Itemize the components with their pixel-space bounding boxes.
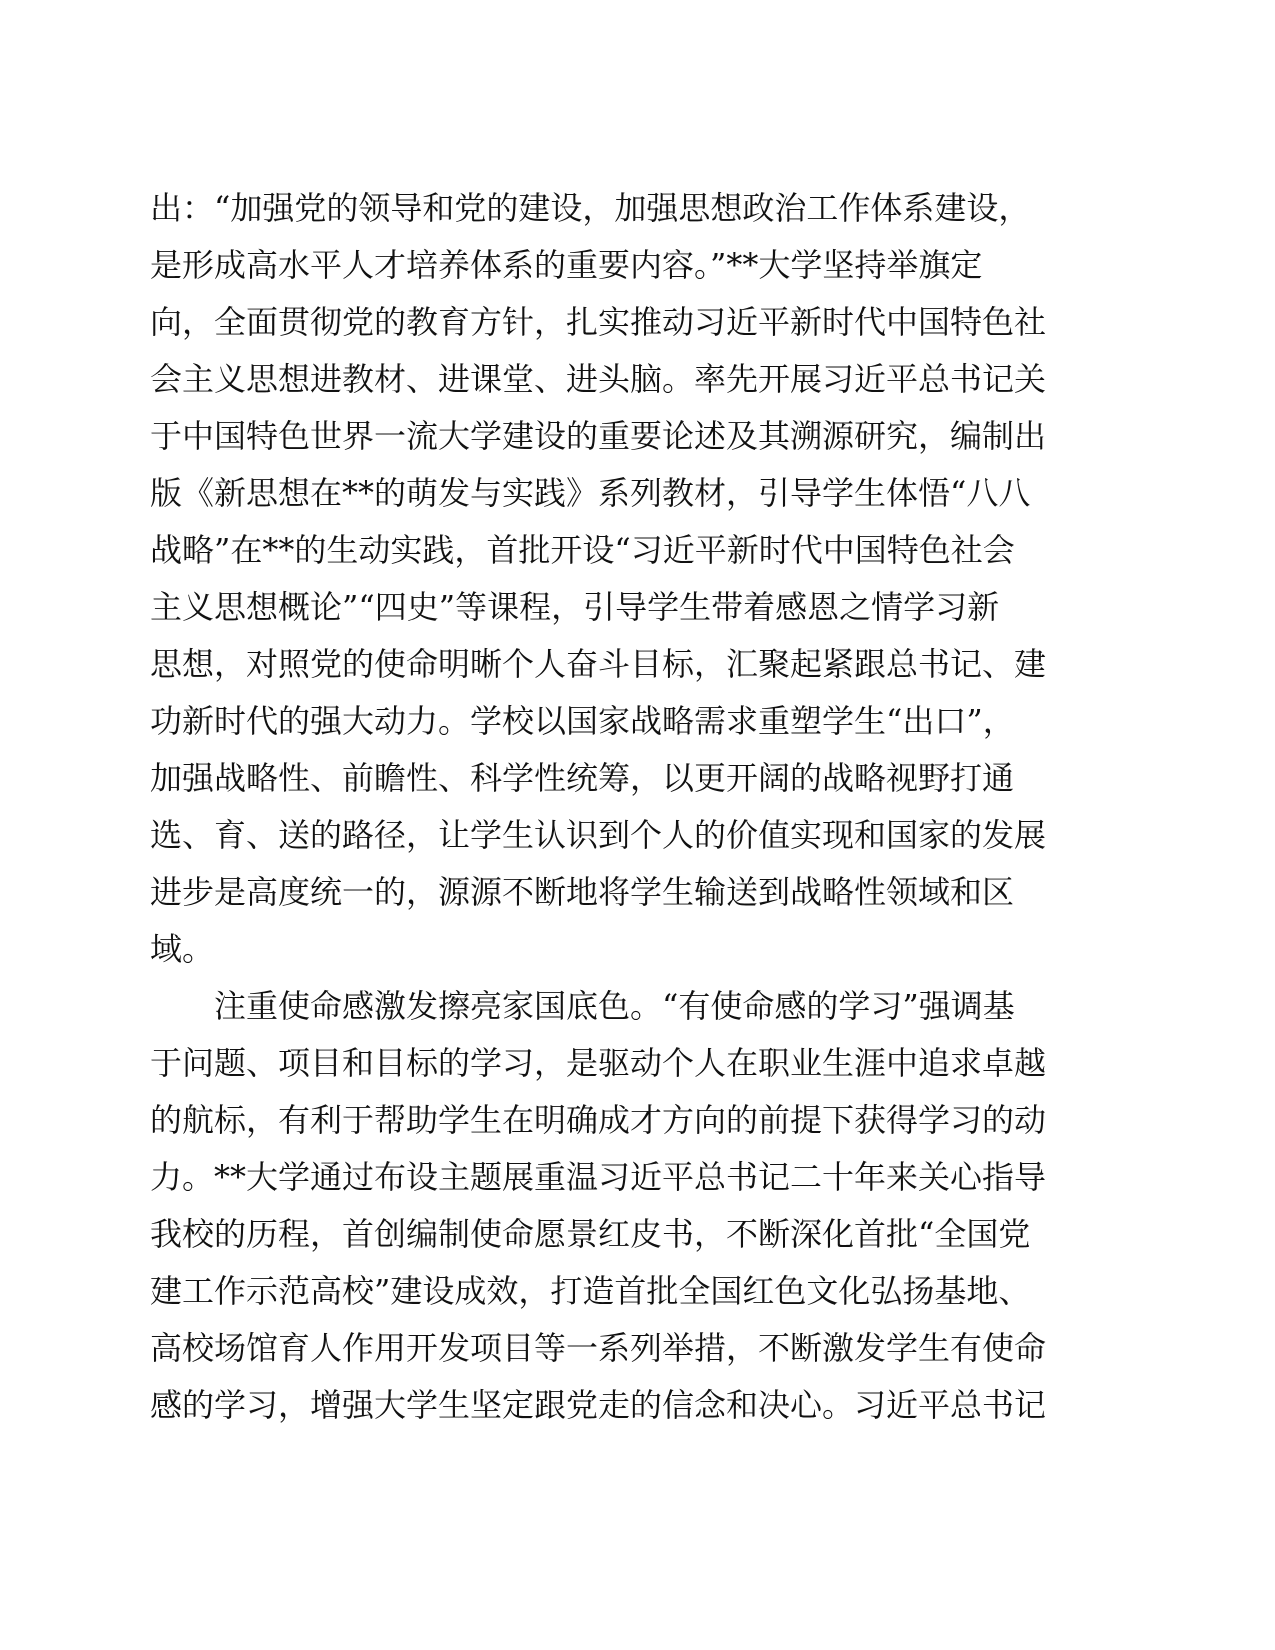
text-line: 战略”在**的生动实践，首批开设“习近平新时代中国特色社会 (150, 531, 1015, 569)
text-line: 高校场馆育人作用开发项目等一系列举措，不断激发学生有使命 (150, 1329, 1047, 1367)
paragraph-1 (150, 180, 1050, 978)
text-line: 版《新思想在**的萌发与实践》系列教材，引导学生体悟“八八 (150, 474, 1031, 512)
text-line: 于中国特色世界一流大学建设的重要论述及其溯源研究，编制出 (150, 417, 1047, 455)
text-line: 注重使命感激发擦亮家国底色。“有使命感的学习”强调基 (214, 987, 1015, 1025)
text-line: 功新时代的强大动力。学校以国家战略需求重塑学生“出口”， (150, 702, 1015, 740)
text-line: 加强战略性、前瞻性、科学性统筹，以更开阔的战略视野打通 (150, 759, 1015, 797)
text-line: 我校的历程，首创编制使命愿景红皮书，不断深化首批“全国党 (150, 1215, 1031, 1253)
text-line: 选、育、送的路径，让学生认识到个人的价值实现和国家的发展 (150, 816, 1047, 854)
text-line: 于问题、项目和目标的学习，是驱动个人在职业生涯中追求卓越 (150, 1044, 1047, 1082)
text-line: 会主义思想进教材、进课堂、进头脑。率先开展习近平总书记关 (150, 360, 1047, 398)
text-line: 出：“加强党的领导和党的建设，加强思想政治工作体系建设， (150, 189, 1031, 227)
text-line: 是形成高水平人才培养体系的重要内容。”**大学坚持举旗定 (150, 246, 983, 284)
text-line: 进步是高度统一的，源源不断地将学生输送到战略性领域和区 (150, 873, 1015, 911)
text-line: 域。 (150, 930, 215, 968)
text-line: 主义思想概论”“四史”等课程，引导学生带着感恩之情学习新 (150, 588, 1000, 626)
paragraph-2 (150, 978, 1050, 1434)
text-line: 感的学习，增强大学生坚定跟党走的信念和决心。习近平总书记 (150, 1386, 1047, 1424)
text-line: 建工作示范高校”建设成效，打造首批全国红色文化弘扬基地、 (150, 1272, 1031, 1310)
text-line: 向，全面贯彻党的教育方针，扎实推动习近平新时代中国特色社 (150, 303, 1047, 341)
text-line: 的航标，有利于帮助学生在明确成才方向的前提下获得学习的动 (150, 1101, 1047, 1139)
text-line: 力。**大学通过布设主题展重温习近平总书记二十年来关心指导 (150, 1158, 1047, 1196)
text-line: 思想，对照党的使命明晰个人奋斗目标，汇聚起紧跟总书记、建 (150, 645, 1047, 683)
body-text (150, 180, 1050, 1434)
